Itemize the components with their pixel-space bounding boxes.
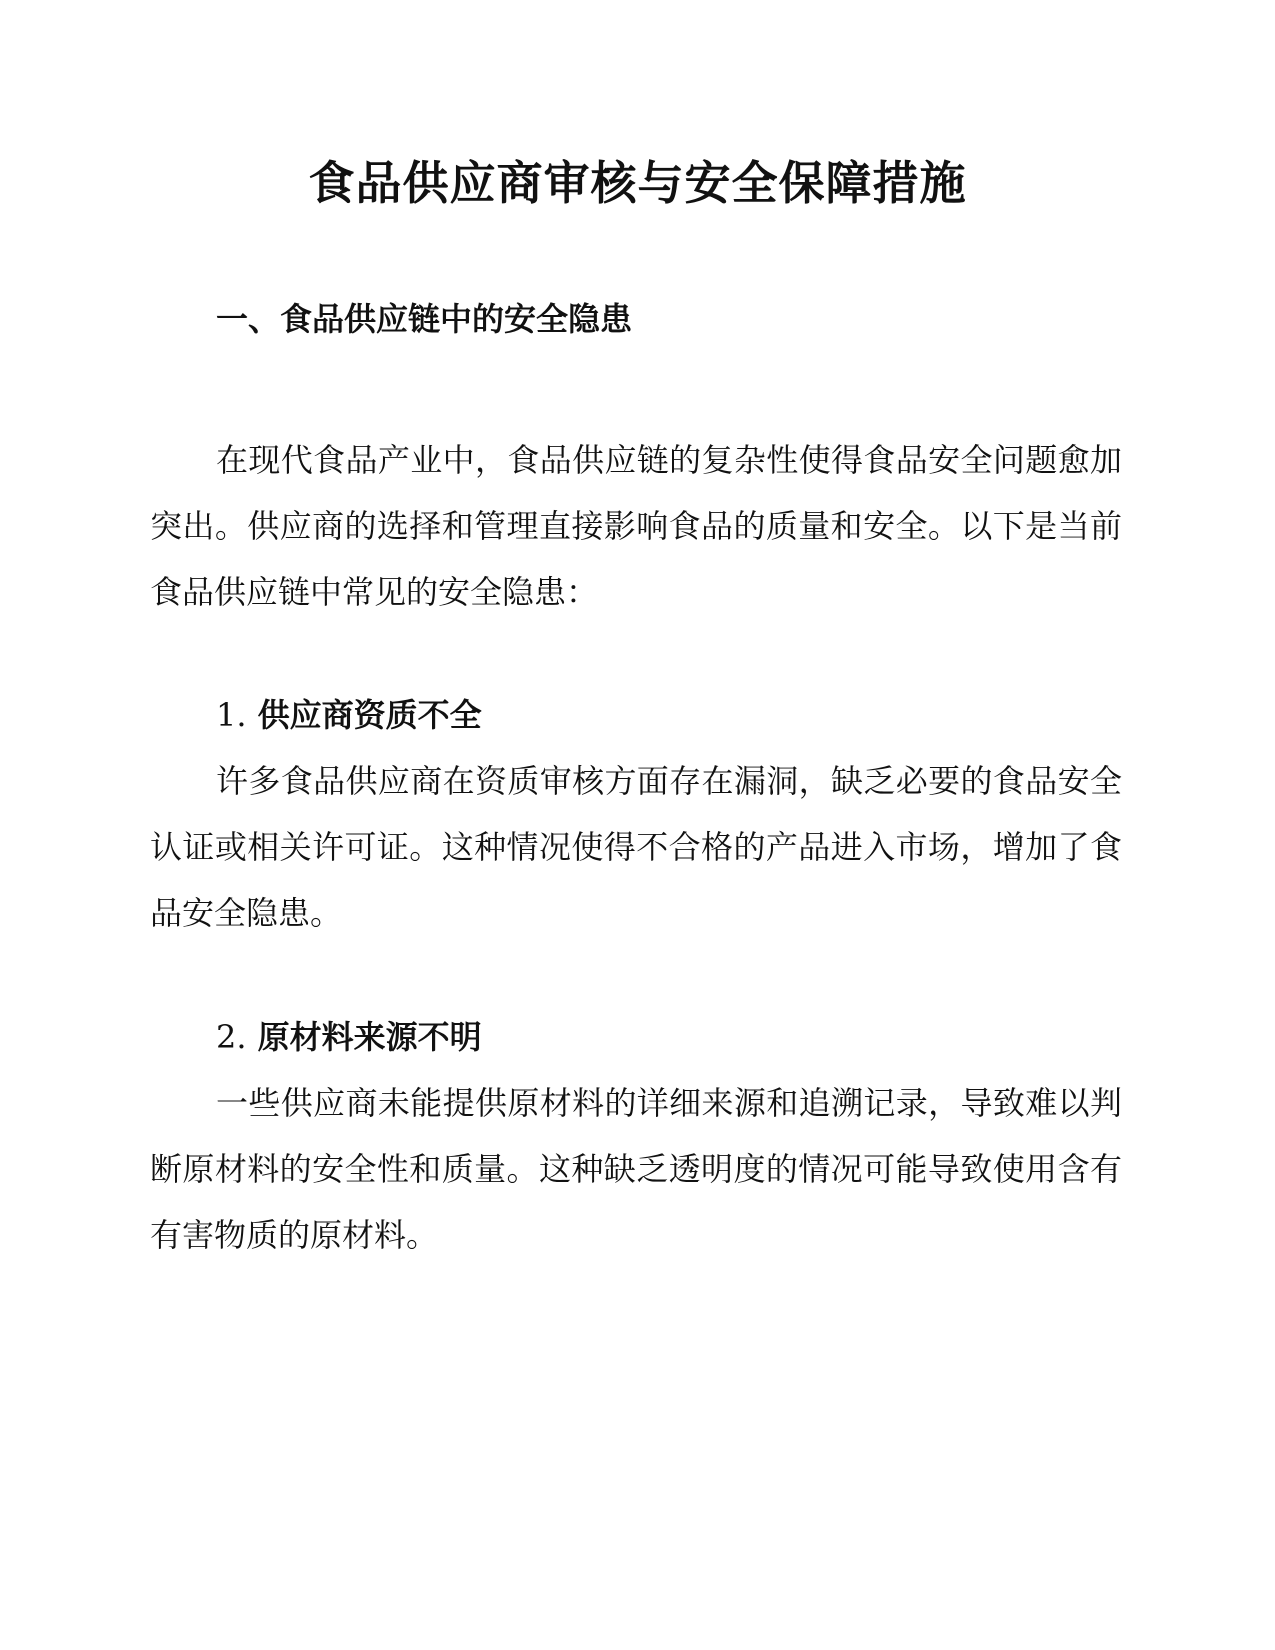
- section-heading: 一、食品供应链中的安全隐患: [216, 300, 633, 338]
- item-title-1: 供应商资质不全: [257, 696, 482, 734]
- item-body-1: 许多食品供应商在资质审核方面存在漏洞，缺乏必要的食品安全认证或相关许可证。这种情况使得不合格的产品进入市场，增加了食品安全隐患。: [150, 762, 1122, 932]
- item-title-2: 原材料来源不明: [257, 1018, 482, 1056]
- item-body-2: 一些供应商未能提供原材料的详细来源和追溯记录，导致难以判断原材料的安全性和质量。这种缺乏透明度的情况可能导致使用含有有害物质的原材料。: [150, 1084, 1122, 1254]
- item-heading-1: [216, 692, 482, 738]
- item-number-2: 2.: [216, 1018, 247, 1056]
- item-heading-2: [216, 1014, 482, 1060]
- document-title: 食品供应商审核与安全保障措施: [308, 156, 967, 210]
- item-number-1: 1.: [216, 696, 247, 734]
- intro-paragraph: 在现代食品产业中，食品供应链的复杂性使得食品安全问题愈加突出。供应商的选择和管理直接影响食品的质量和安全。以下是当前食品供应链中常见的安全隐患：: [150, 441, 1122, 611]
